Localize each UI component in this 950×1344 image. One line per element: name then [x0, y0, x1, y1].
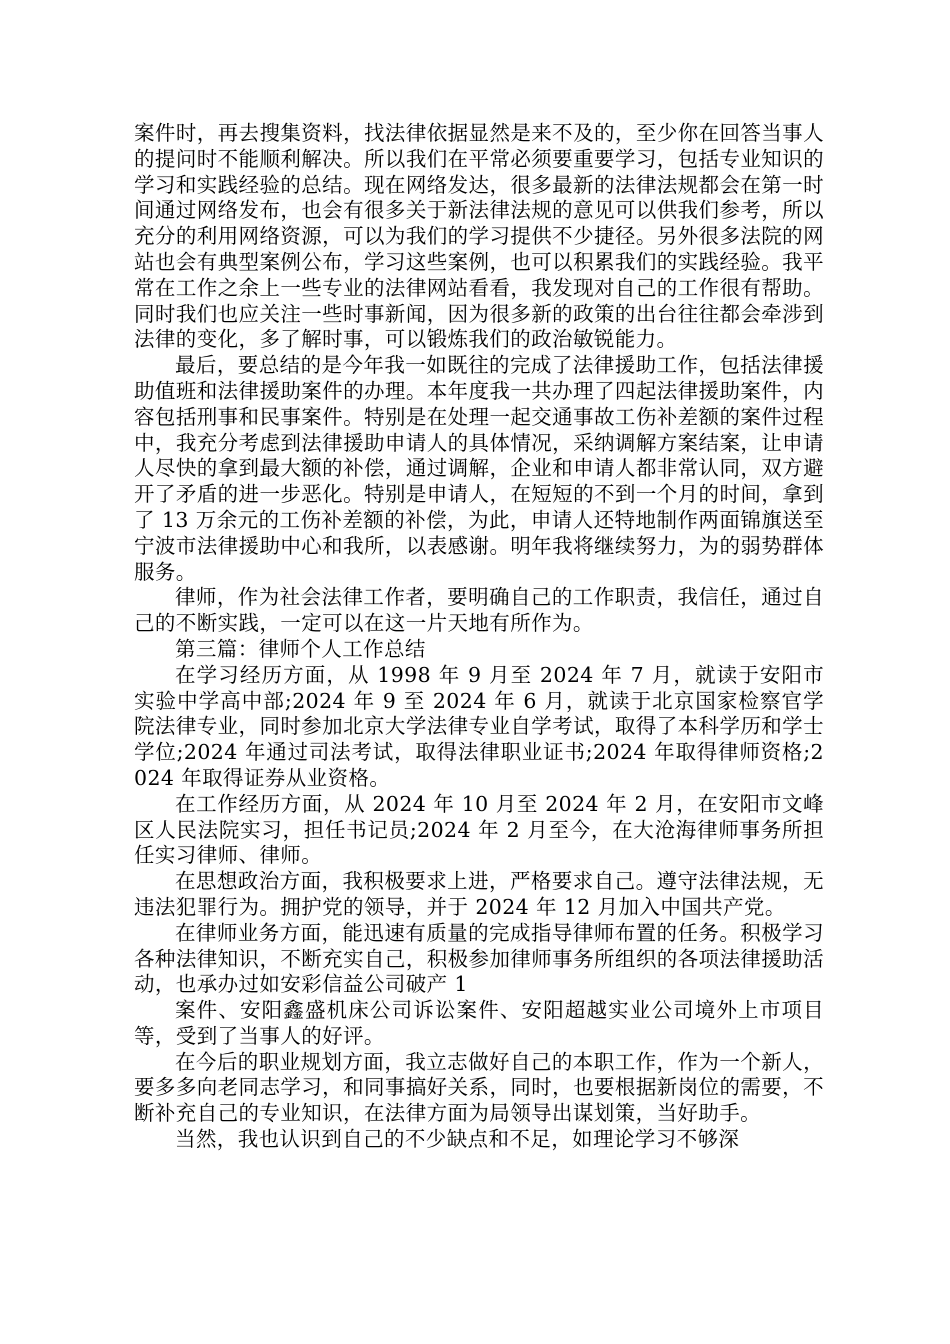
- paragraph-work-history: 在工作经历方面，从 2024 年 10 月至 2024 年 2 月，在安阳市文峰区人民法院实习，担任书记员;2024 年 2 月至今，在大沧海律师事务所担任实习律师、律师。: [134, 791, 824, 868]
- paragraph-business: 在律师业务方面，能迅速有质量的完成指导律师布置的任务。积极学习各种法律知识，不断充实自己，积极参加律师事务所组织的各项法律援助活动，也承办过如安彩信益公司破产 1: [134, 920, 824, 997]
- paragraph-shortcomings: 当然，我也认识到自己的不少缺点和不足，如理论学习不够深: [175, 1127, 740, 1152]
- paragraph-education: 在学习经历方面，从 1998 年 9 月至 2024 年 7 月，就读于安阳市实验中学高中部;2024 年 9 至 2024 年 6 月，就读于北京国家检察官学院法律专业，同时参加北京大学法律专业自学考试，取得了本科学历和学士学位;2024 年通过司法考试，取得法律职业证书;2024 年取得律师资格;2024 年取得证券从业资格。: [134, 662, 824, 790]
- paragraph-lawyer-role: 律师，作为社会法律工作者，要明确自己的工作职责，我信任，通过自己的不断实践，一定可以在这一片天地有所作为。: [134, 585, 824, 636]
- paragraph-career-plan: 在今后的职业规划方面，我立志做好自己的本职工作，作为一个新人，要多多向老同志学习，和同事搞好关系，同时，也要根据新岗位的需要，不断补充自己的专业知识，在法律方面为局领导出谋划策，当好助手。: [134, 1049, 824, 1126]
- document-body: [134, 121, 824, 1153]
- paragraph-continued-study: 案件时，再去搜集资料，找法律依据显然是来不及的，至少你在回答当事人的提问时不能顺利解决。所以我们在平常必须要重要学习，包括专业知识的学习和实践经验的总结。现在网络发达，很多最新的法律法规都会在第一时间通过网络发布，也会有很多关于新法律法规的意见可以供我们参考，所以充分的利用网络资源，可以为我们的学习提供不少捷径。另外很多法院的网站也会有典型案例公布，学习这些案例，也可以积累我们的实践经验。我平常在工作之余上一些专业的法律网站看看，我发现对自己的工作很有帮助。同时我们也应关注一些时事新闻，因为很多新的政策的出台往往都会牵涉到法律的变化，多了解时事，可以锻炼我们的政治敏锐能力。: [134, 121, 824, 352]
- section-heading: 第三篇：律师个人工作总结: [175, 636, 426, 661]
- paragraph-cases: 案件、安阳鑫盛机床公司诉讼案件、安阳超越实业公司境外上市项目等，受到了当事人的好评。: [134, 998, 824, 1048]
- paragraph-legal-aid: 最后，要总结的是今年我一如既往的完成了法律援助工作，包括法律援助值班和法律援助案件的办理。本年度我一共办理了四起法律援助案件，内容包括刑事和民事案件。特别是在处理一起交通事故工伤补差额的案件过程中，我充分考虑到法律援助申请人的具体情况，采纳调解方案结案，让申请人尽快的拿到最大额的补偿，通过调解，企业和申请人都非常认同，双方避开了矛盾的进一步恶化。特别是申请人，在短短的不到一个月的时间，拿到了 13 万余元的工伤补差额的补偿，为此，申请人还特地制作两面锦旗送至宁波市法律援助中心和我所，以表感谢。明年我将继续努力，为的弱势群体服务。: [134, 353, 824, 584]
- paragraph-political: 在思想政治方面，我积极要求上进，严格要求自己。遵守法律法规，无违法犯罪行为。拥护党的领导，并于 2024 年 12 月加入中国共产党。: [134, 869, 824, 919]
